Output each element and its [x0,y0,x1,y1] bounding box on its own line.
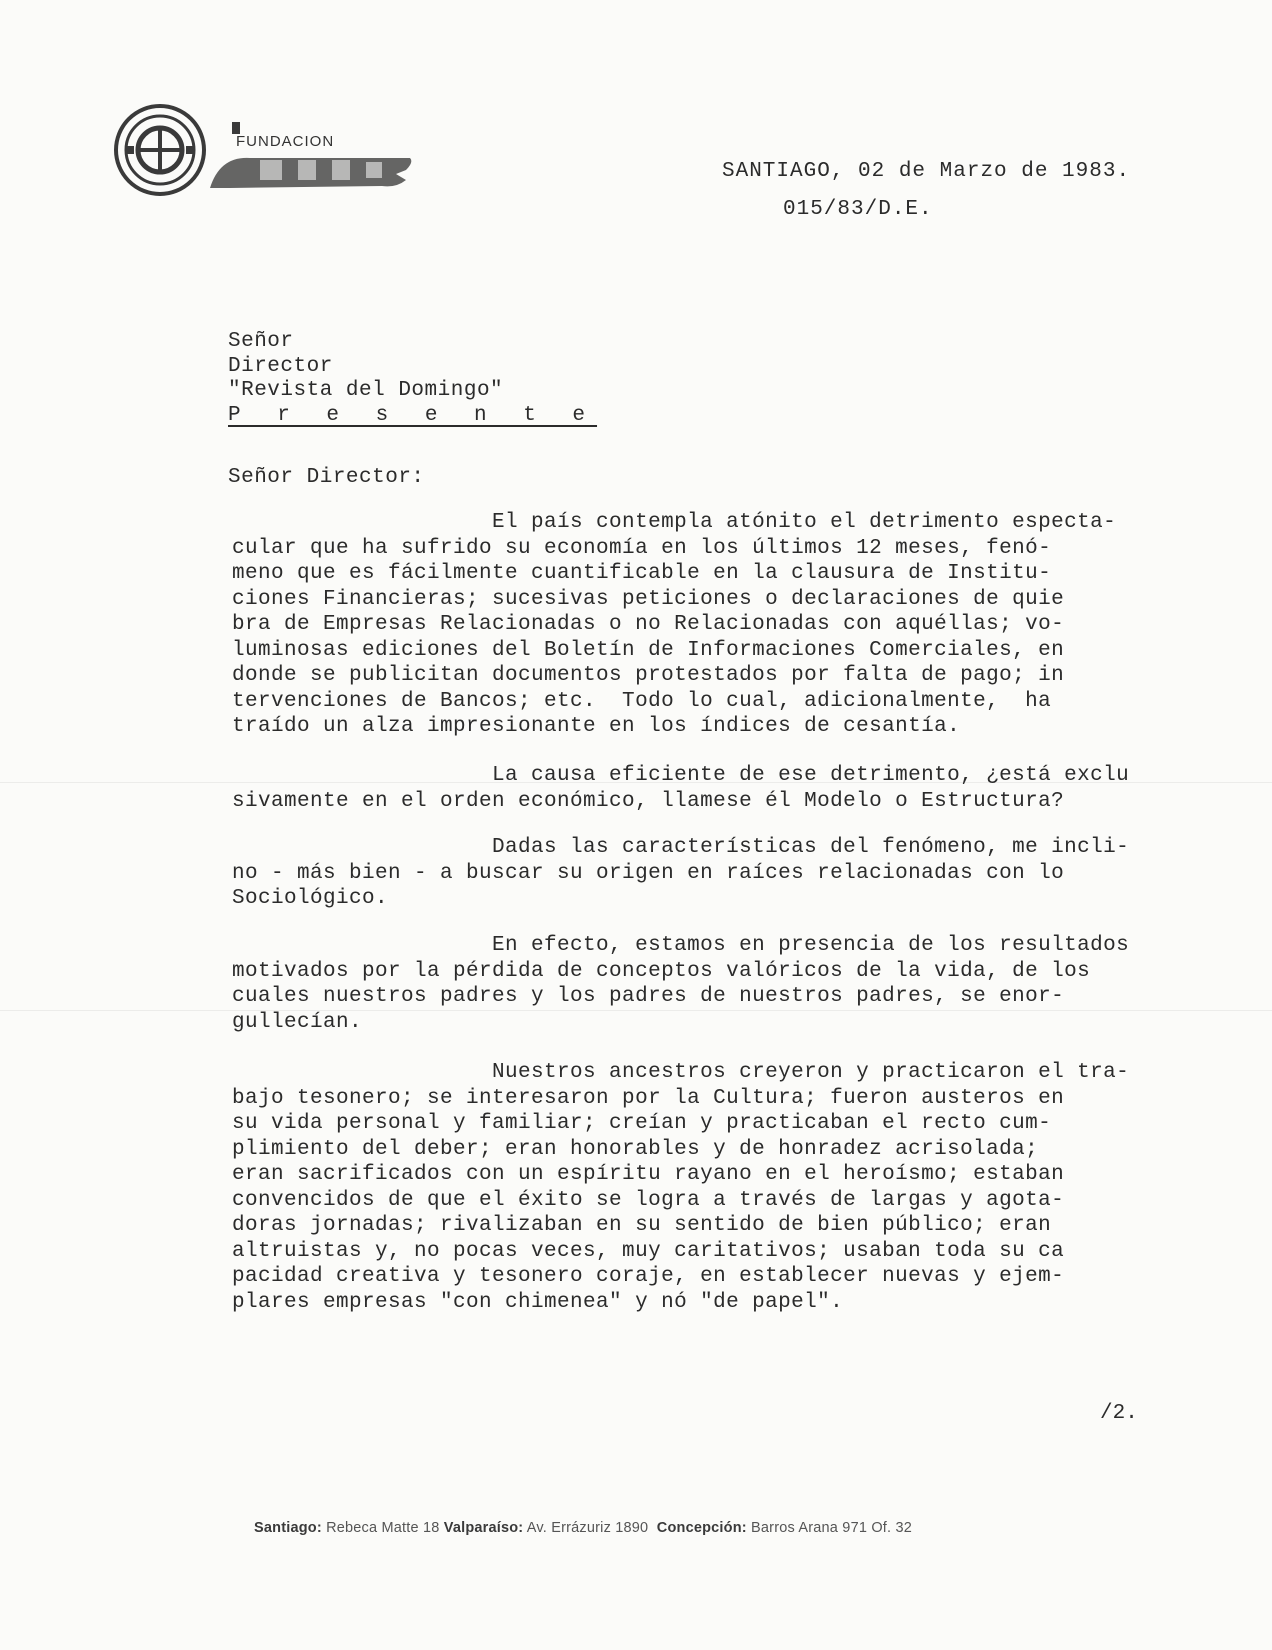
text-line: bra de Empresas Relacionadas o no Relacionadas con aquéllas; vo- [232,613,1065,636]
text-line: no - más bien - a buscar su origen en raíces relacionadas con lo [232,861,1065,885]
text-line: cuales nuestros padres y los padres de nuestros padres, se enor- [232,985,1065,1008]
text-line: motivados por la pérdida de conceptos valóricos de la vida, de los [232,959,1091,983]
footer-santiago-label: Santiago: [254,1520,322,1536]
text-line: El país contempla atónito el detrimento especta- [232,511,1117,534]
recipient-role: Director [228,354,333,378]
footer-valparaiso-label: Valparaíso: [443,1520,524,1536]
text-line: Dadas las características del fenómeno, me incli- [232,836,1130,859]
text-line: Nuestros ancestros creyeron y practicaron el tra- [232,1061,1130,1084]
text-line: Sociológico. [232,887,389,910]
recipient-title: Señor [228,330,294,353]
text-line: gullecían. [232,1010,363,1034]
text-line: meno que es fácilmente cuantificable en la clausura de Institu- [232,562,1052,585]
text-line: tervenciones de Bancos; etc. Todo lo cual, adicionalmente, ha [232,689,1052,713]
text-line: traído un alza impresionante en los índices de cesantía. [232,715,961,738]
text-line: bajo tesonero; se interesaron por la Cultura; fueron austeros en [232,1086,1065,1110]
paragraph-1 [232,510,1212,740]
paragraph-4 [232,933,1212,1035]
letter-reference: 015/83/D.E. [783,198,933,221]
recipient-presente: P r e s e n t e [228,403,598,427]
text-line: En efecto, estamos en presencia de los resultados [232,934,1130,957]
footer-addresses [254,1520,912,1536]
text-line: ciones Financieras; sucesivas peticiones o declaraciones de quie [232,587,1065,611]
paragraph-5 [232,1060,1212,1315]
text-line: su vida personal y familiar; creían y practicaban el recto cum- [232,1112,1052,1135]
footer-concepcion-address: Barros Arana 971 Of. 32 [751,1520,913,1536]
text-line: luminosas ediciones del Boletín de Informaciones Comerciales, en [232,638,1065,662]
text-line: doras jornadas; rivalizaban en su sentido de bien público; eran [232,1214,1052,1237]
text-line: La causa eficiente de ese detrimento, ¿está exclu [232,764,1130,787]
text-line: cular que ha sufrido su economía en los últimos 12 meses, fenó- [232,536,1052,560]
text-line: pacidad creativa y tesonero coraje, en establecer nuevas y ejem- [232,1265,1065,1288]
page-continuation-marker: /2. [1100,1402,1138,1425]
footer-valparaiso-address: Av. Errázuriz 1890 [526,1520,649,1536]
text-line: convencidos de que el éxito se logra a través de largas y agota- [232,1188,1065,1212]
recipient-publication: "Revista del Domingo" [228,379,504,402]
text-line: donde se publicitan documentos protestados por falta de pago; in [232,664,1065,687]
footer-santiago-address: Rebeca Matte 18 [326,1520,440,1536]
text-line: plares empresas "con chimenea" y nó "de papel". [232,1290,844,1314]
text-line: eran sacrificados con un espíritu rayano en el heroísmo; estaban [232,1163,1065,1186]
recipient-block [228,330,597,428]
letterhead-label: FUNDACION [236,133,335,150]
footer-concepcion-label: Concepción: [656,1520,747,1536]
text-line: sivamente en el orden económico, llamese él Modelo o Estructura? [232,789,1065,813]
letterhead-logo [110,100,420,200]
salutation: Señor Director: [228,466,425,489]
letter-date: SANTIAGO, 02 de Marzo de 1983. [722,160,1131,183]
paragraph-3 [232,835,1212,912]
text-line: altruistas y, no pocas veces, muy caritativos; usaban toda su ca [232,1239,1065,1263]
paragraph-2 [232,763,1212,814]
text-line: plimiento del deber; eran honorables y de honradez acrisolada; [232,1137,1039,1161]
foundation-seal-icon [110,100,420,200]
